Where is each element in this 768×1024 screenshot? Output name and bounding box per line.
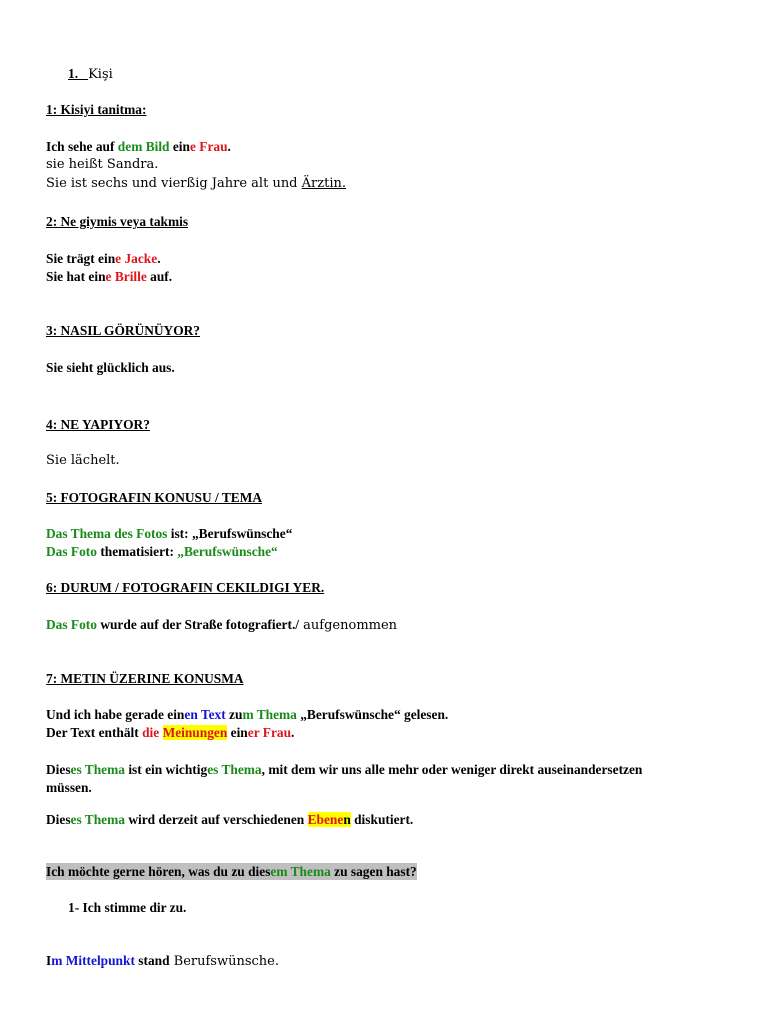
heading-fotografin-konusu: 5: FOTOGRAFIN KONUSU / TEMA [46, 490, 263, 505]
line-strasse-fotografiert: Das Foto wurde auf der Straße fotografiert./ aufgenommen [46, 617, 398, 633]
question-shaded: Ich möchte gerne hören, was du zu diesem Thema zu sagen hast? [46, 864, 417, 879]
line-traegt-jacke: Sie trägt eine Jacke. [46, 251, 161, 266]
heading-metin-uzerine: 7: METIN ÜZERINE KONUSMA [46, 671, 244, 686]
line-text-gelesen: Und ich habe gerade einen Text zum Thema „Berufswünsche“ gelesen. [46, 707, 449, 722]
heading-ne-giymis: 2: Ne giymis veya takmis [46, 214, 189, 229]
heading-nasil-gorunuyor: 3: NASIL GÖRÜNÜYOR? [46, 323, 201, 338]
heading-kisiyi-tanitma: 1: Kisiyi tanitma: [46, 102, 147, 117]
line-thema-des-fotos: Das Thema des Fotos ist: „Berufswünsche“ [46, 526, 293, 541]
line-heisst-sandra: sie heißt Sandra. [46, 157, 159, 172]
line-wichtiges-thema: Dieses Thema ist ein wichtiges Thema, mit dem wir uns alle mehr oder weniger direkt auseinandersetzen [46, 762, 643, 777]
line-text-enthaelt: Der Text enthält die Meinungen einer Frau. [46, 725, 295, 740]
line-ebenen-diskutiert: Dieses Thema wird derzeit auf verschiedenen Ebenen diskutiert. [46, 812, 414, 827]
heading-durum: 6: DURUM / FOTOGRAFIN CEKILDIGI YER. [46, 580, 325, 595]
section-kisi-title: 1. Kişi [68, 66, 113, 82]
line-muessen: müssen. [46, 780, 92, 795]
kisi-underline-gap [78, 66, 88, 81]
heading-ne-yapiyor: 4: NE YAPIYOR? [46, 417, 150, 432]
line-foto-thematisiert: Das Foto thematisiert: „Berufswünsche“ [46, 544, 278, 559]
line-laechelt: Sie lächelt. [46, 453, 120, 468]
line-jahre-alt: Sie ist sechs und vierßig Jahre alt und Ärztin. [46, 176, 346, 191]
line-brille-auf: Sie hat eine Brille auf. [46, 269, 173, 284]
line-sehe-auf-bild: Ich sehe auf dem Bild eine Frau. [46, 139, 231, 154]
line-mittelpunkt: Im Mittelpunkt stand Berufswünsche. [46, 953, 280, 969]
line-sieht-gluecklich: Sie sieht glücklich aus. [46, 360, 175, 375]
list-item-stimme-zu: 1- Ich stimme dir zu. [68, 900, 187, 915]
